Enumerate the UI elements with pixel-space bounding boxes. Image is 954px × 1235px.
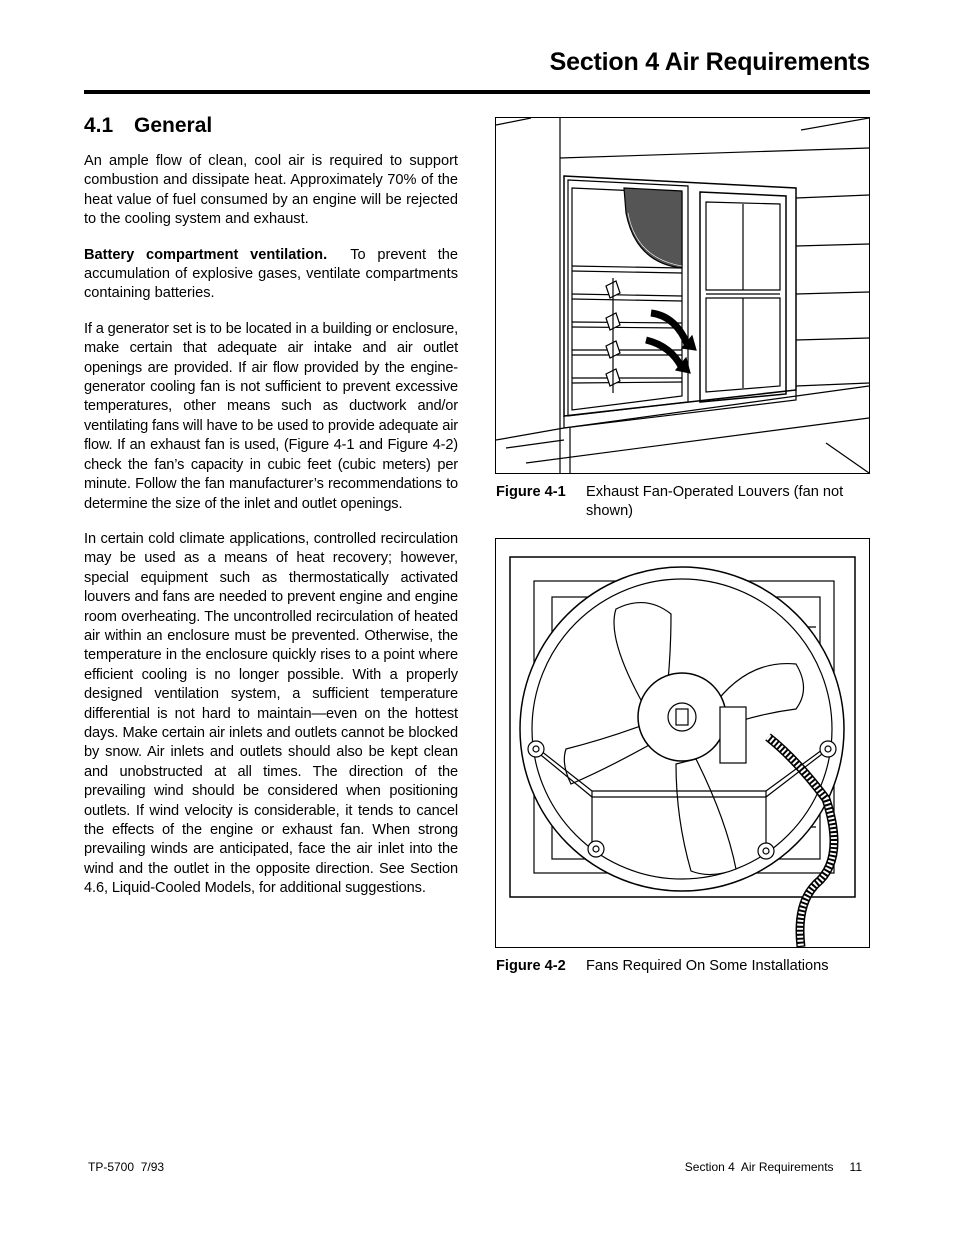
- footer-doc-id: TP-5700 7/93: [88, 1160, 165, 1174]
- section-heading-title: General: [134, 114, 213, 137]
- figure-4-1-caption-text: Exhaust Fan-Operated Louvers (fan not shown): [586, 484, 844, 519]
- figure-4-2-illustration: [495, 538, 870, 948]
- section-title: Section 4 Air Requirements: [549, 48, 870, 76]
- figure-4-2-label: Figure 4-2: [496, 958, 566, 974]
- figure-4-2-caption: [496, 957, 871, 979]
- figure-4-1-label: Figure 4-1: [496, 484, 566, 500]
- paragraph-enclosure: If a generator set is to be located in a building or enclosure, make certain that adequate air intake and air outlet openings are provided. If air flow provided by the engine-generator cooling fan is not sufficient to prevent excessive temperatures, other means such as ductwork and/or ventilating fans will have to be used to provide adequate air flow. If an exhaust fan is used, (Figure 4-1 and Figure 4-2) check the fan’s capacity in cubic feet (cubic meters) per minute. Follow the fan manufacturer’s recommendations to determine the size of the inlet and outlet openings.: [84, 320, 458, 512]
- run-in-heading: Battery compartment ventilation.: [84, 246, 328, 263]
- section-heading: [84, 113, 458, 139]
- paragraph-recirculation: In certain cold climate applications, controlled recirculation may be used as a means of heat recovery; however, special equipment such as thermostatically activated louvers and fans are needed to prevent engine and engine room overheating. The uncontrolled recirculation of heated air within an enclosure must be prevented. Otherwise, the temperature in the enclosure quickly rises to a point where efficient cooling is no longer possible. With a properly designed ventilation system, a sufficient temperature differential is not hard to maintain—even on the hottest days. Make certain air inlets and outlets cannot be blocked by snow. Air inlets and outlets should also be kept clean and unobstructed at all times. The direction of the prevailing wind should be considered when positioning outlets. If wind velocity is considerable, it tends to cancel the effects of the engine or exhaust fan. When strong prevailing winds are anticipated, face the air inlet into the wind and the outlet in the opposite direction. See Section 4.6, Liquid-Cooled Models, for additional suggestions.: [84, 530, 458, 897]
- paragraph-battery-body: To prevent the accumulation of explosive gases, ventilate compartments containing batteries.: [84, 246, 458, 302]
- figure-4-1-caption: [496, 483, 871, 523]
- footer-section: [685, 1160, 862, 1174]
- body-text-column: [84, 113, 458, 915]
- paragraph-battery: [84, 246, 458, 304]
- header-rule: [84, 90, 870, 94]
- footer-section-title: Section 4 Air Requirements: [684, 1160, 834, 1174]
- section-number: 4.1: [84, 114, 114, 137]
- figure-4-1-illustration: [495, 117, 870, 474]
- paragraph-intro: An ample flow of clean, cool air is required to support combustion and dissipate heat. Approximately 70% of the heat value of fuel consumed by an engine will be rejected to the cooling system and exhaust.: [84, 153, 458, 228]
- page-number: 11: [849, 1160, 862, 1174]
- figure-4-2-caption-text: Fans Required On Some Installations: [586, 958, 829, 974]
